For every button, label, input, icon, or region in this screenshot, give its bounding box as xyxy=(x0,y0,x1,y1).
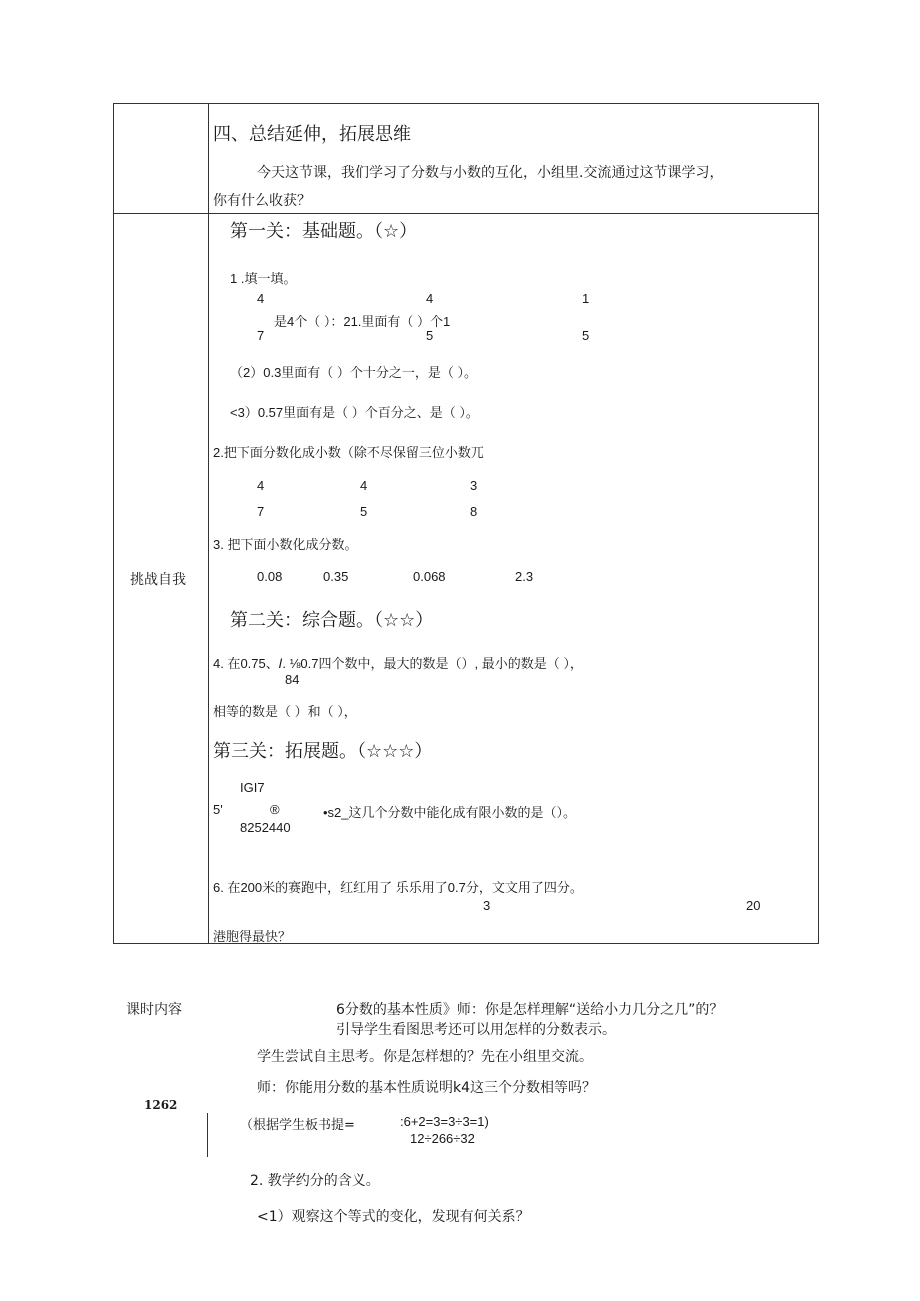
q2-fraction-2-denominator: 5 xyxy=(360,504,368,519)
q1c-sentence: <3）0.57里面有是（ ）个百分之、是（ ）。 xyxy=(230,405,479,420)
q4-line2: 相等的数是（ ）和（ ）， xyxy=(213,704,357,719)
board-equation-2: 12÷266÷32 xyxy=(410,1131,475,1146)
level3-heading: 第三关：拓展题。（☆☆☆） xyxy=(213,741,433,762)
table-divider-row xyxy=(113,213,819,214)
board-equation-1: :6+2=3=3÷3=1) xyxy=(400,1114,489,1129)
q5-bottom-text: 8252440 xyxy=(240,820,291,835)
q1a-denominator-3: 5 xyxy=(582,328,590,343)
lesson-line2: 引导学生看图思考还可以用怎样的分数表示。 xyxy=(336,1022,616,1038)
lesson-line1: 6分数的基本性质》师：你是怎样理解“送给小力几分之几”的？ xyxy=(336,1002,724,1018)
lesson-label: 课时内容 xyxy=(126,1002,182,1018)
challenge-row-label: 挑战自我 xyxy=(130,572,186,588)
q1-title: 1 .填一填。 xyxy=(230,271,297,286)
q1b-sentence: （2）0.3里面有（ ）个十分之一，是（ ）。 xyxy=(230,365,478,380)
q3-decimal-1: 0.08 xyxy=(257,569,283,584)
table-column-divider xyxy=(208,103,209,944)
section-four-paragraph-line1: 今天这节课，我们学习了分数与小数的互化，小组里.交流通过这节课学习， xyxy=(257,165,724,181)
q3-decimal-4: 2.3 xyxy=(515,569,534,584)
level2-heading: 第二关：综合题。（☆☆） xyxy=(230,610,434,631)
lesson-line3: 学生尝试自主思考。你是怎样想的？先在小组里交流。 xyxy=(257,1049,593,1065)
q2-fraction-3-denominator: 8 xyxy=(470,504,478,519)
table-border-top xyxy=(113,103,819,104)
q4-line1: 4. 在0.75、𝐼. ⅛0.7四个数中，最大的数是（）, 最小的数是（ ）， xyxy=(213,656,583,671)
q6-subscript-2: 20 xyxy=(746,898,761,913)
q1a-numerator-3: 1 xyxy=(582,291,590,306)
q6-subscript-1: 3 xyxy=(483,898,491,913)
q1a-denominator-1: 7 xyxy=(257,328,265,343)
q5-mid-c: •s2_这几个分数中能化成有限小数的是（）。 xyxy=(323,805,577,820)
q2-fraction-1-numerator: 4 xyxy=(257,478,265,493)
q5-mid-b: ® xyxy=(270,802,280,817)
q2-fraction-3-numerator: 3 xyxy=(470,478,478,493)
q1a-numerator-2: 4 xyxy=(426,291,434,306)
q2-title: 2.把下面分数化成小数（除不尽保留三位小数兀 xyxy=(213,445,484,460)
level1-heading: 第一关：基础题。（☆） xyxy=(230,221,418,242)
q1a-numerator-1: 4 xyxy=(257,291,265,306)
q5-top-text: IGI7 xyxy=(240,780,265,795)
q2-fraction-1-denominator: 7 xyxy=(257,504,265,519)
q3-decimal-2: 0.35 xyxy=(323,569,349,584)
q5-mid-a: 5' xyxy=(213,802,223,817)
q1a-sentence: 是4个（ ）：21.里面有（ ）个1 xyxy=(274,314,451,329)
lesson-line4: 师：你能用分数的基本性质说明k4这三个分数相等吗？ xyxy=(257,1080,597,1096)
q2-fraction-2-numerator: 4 xyxy=(360,478,368,493)
section-four-paragraph-line2: 你有什么收获？ xyxy=(213,193,311,209)
table-border-right xyxy=(818,103,819,944)
q6-line1: 6. 在200米的赛跑中，红红用了 乐乐用了0.7分，文文用了四分。 xyxy=(213,880,583,895)
section-four-heading: 四、总结延伸，拓展思维 xyxy=(213,124,411,145)
q3-title: 3. 把下面小数化成分数。 xyxy=(213,537,358,552)
item2-subquestion: <1）观察这个等式的变化，发现有何关系？ xyxy=(257,1209,530,1225)
q6-line2: 港胞得最快？ xyxy=(213,929,292,944)
board-label: （根据学生板书提= xyxy=(240,1118,355,1133)
item2-title: 2. 教学约分的含义。 xyxy=(250,1173,380,1189)
left-margin-bar xyxy=(207,1113,208,1157)
side-number: 1262 xyxy=(144,1098,178,1112)
table-border-left xyxy=(113,103,114,944)
q3-decimal-3: 0.068 xyxy=(413,569,446,584)
q1a-denominator-2: 5 xyxy=(426,328,434,343)
q4-subscript: 84 xyxy=(285,672,300,687)
